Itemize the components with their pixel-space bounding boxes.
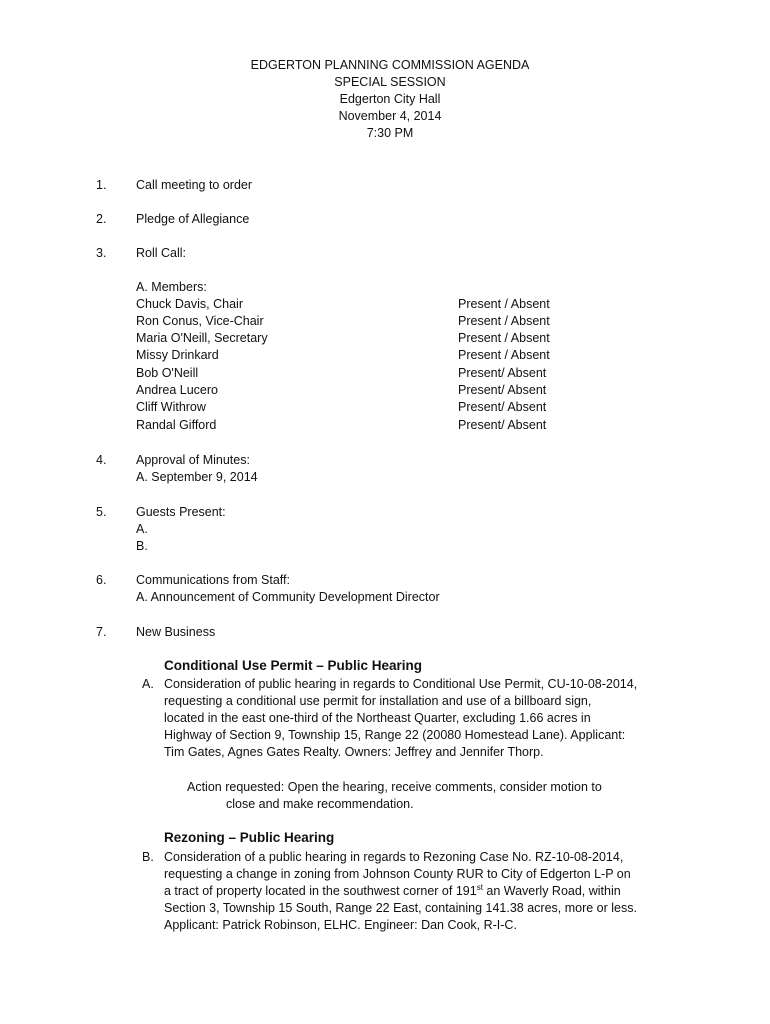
item-number: 6.: [96, 573, 107, 587]
cup-action-requested-cont: close and make recommendation.: [226, 797, 414, 811]
cup-heading: Conditional Use Permit – Public Hearing: [164, 658, 423, 673]
member-status: Present/ Absent: [458, 366, 547, 380]
rezoning-text-post: an Waverly Road, within: [482, 884, 621, 898]
meeting-location: Edgerton City Hall: [339, 92, 441, 106]
ordinal-suffix: st: [476, 883, 483, 892]
item-number: 4.: [96, 453, 107, 467]
member-status: Present/ Absent: [458, 418, 547, 432]
cup-text-line: Tim Gates, Agnes Gates Realty. Owners: Jeffrey and Jennifer Thorp.: [164, 745, 544, 759]
item-approval-of-minutes: Approval of Minutes:: [136, 453, 250, 467]
guest-slot: B.: [136, 539, 148, 553]
guest-slot: A.: [136, 522, 148, 536]
member-name: Andrea Lucero: [136, 383, 219, 397]
member-status: Present/ Absent: [458, 400, 547, 414]
item-communications: Communications from Staff:: [136, 573, 290, 587]
session-type: SPECIAL SESSION: [334, 75, 446, 89]
rezoning-text-line: [164, 884, 621, 898]
minutes-date: A. September 9, 2014: [136, 470, 258, 484]
item-number: 3.: [96, 246, 107, 260]
meeting-time: 7:30 PM: [366, 126, 414, 140]
communication-entry: A. Announcement of Community Development Director: [136, 590, 440, 604]
item-guests-present: Guests Present:: [136, 505, 226, 519]
member-name: Maria O'Neill, Secretary: [136, 331, 268, 345]
cup-text-line: Consideration of public hearing in regards to Conditional Use Permit, CU-10-08-2014,: [164, 677, 638, 691]
rezoning-text-line: Applicant: Patrick Robinson, ELHC. Engineer: Dan Cook, R-I-C.: [164, 918, 517, 932]
agenda-title: EDGERTON PLANNING COMMISSION AGENDA: [250, 58, 530, 72]
cup-text-line: Highway of Section 9, Township 15, Range 22 (20080 Homestead Lane). Applicant:: [164, 728, 626, 742]
item-pledge: Pledge of Allegiance: [136, 212, 250, 226]
cup-text-line: requesting a conditional use permit for installation and use of a billboard sign,: [164, 694, 592, 708]
member-name: Bob O'Neill: [136, 366, 199, 380]
member-status: Present / Absent: [458, 297, 550, 311]
member-status: Present / Absent: [458, 331, 550, 345]
item-new-business: New Business: [136, 625, 216, 639]
member-name: Ron Conus, Vice-Chair: [136, 314, 264, 328]
rezoning-text-line: Consideration of a public hearing in regards to Rezoning Case No. RZ-10-08-2014,: [164, 850, 624, 864]
item-number: 5.: [96, 505, 107, 519]
member-status: Present/ Absent: [458, 383, 547, 397]
item-number: 1.: [96, 178, 107, 192]
member-name: Missy Drinkard: [136, 348, 219, 362]
member-name: Randal Gifford: [136, 418, 217, 432]
member-status: Present / Absent: [458, 314, 550, 328]
member-name: Cliff Withrow: [136, 400, 206, 414]
rezoning-letter: B.: [142, 850, 154, 864]
cup-action-requested: Action requested: Open the hearing, receive comments, consider motion to: [187, 780, 602, 794]
member-name: Chuck Davis, Chair: [136, 297, 243, 311]
cup-letter: A.: [142, 677, 154, 691]
meeting-date: November 4, 2014: [338, 109, 442, 123]
cup-text-line: located in the east one-third of the Northeast Quarter, excluding 1.66 acres in: [164, 711, 591, 725]
item-roll-call: Roll Call:: [136, 246, 187, 260]
rezoning-text-pre: a tract of property located in the southwest corner of 191: [164, 884, 477, 898]
item-number: 7.: [96, 625, 107, 639]
item-number: 2.: [96, 212, 107, 226]
rezoning-heading: Rezoning – Public Hearing: [164, 830, 335, 845]
rezoning-text-line: requesting a change in zoning from Johnson County RUR to City of Edgerton L-P on: [164, 867, 631, 881]
rezoning-text-line: Section 3, Township 15 South, Range 22 East, containing 141.38 acres, more or less.: [164, 901, 637, 915]
item-call-to-order: Call meeting to order: [136, 178, 253, 192]
member-status: Present / Absent: [458, 348, 550, 362]
members-heading: A. Members:: [136, 280, 207, 294]
